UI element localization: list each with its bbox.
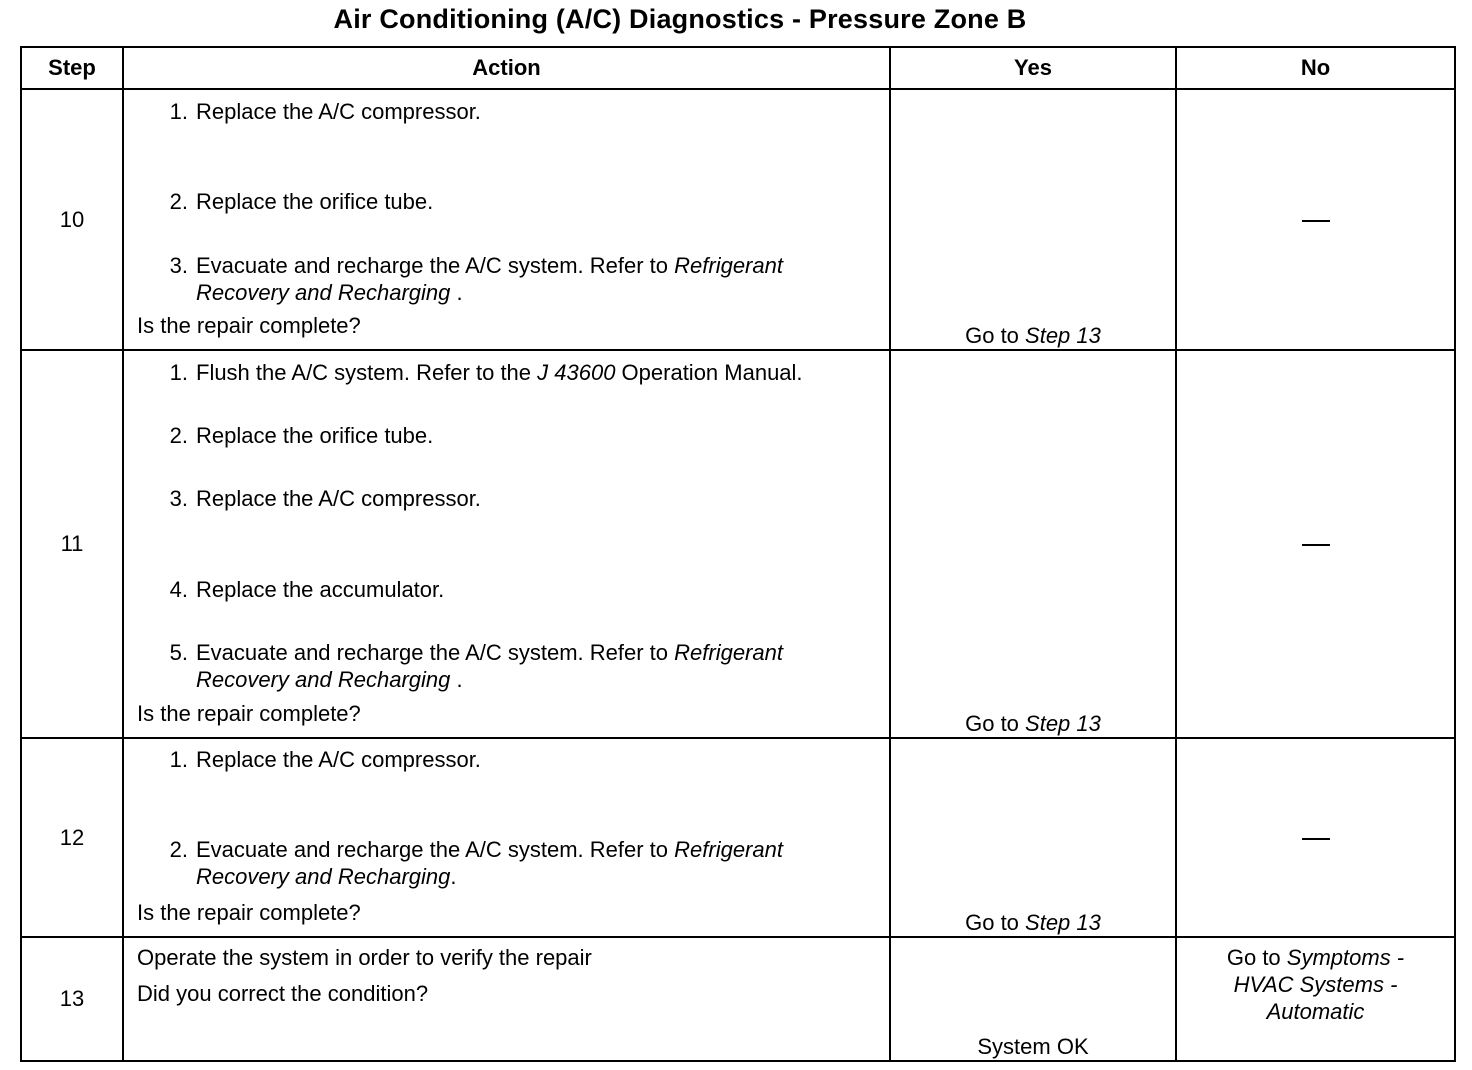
list-item: 2. Evacuate and recharge the A/C system. Refer to Refrigerant Recovery and Recharging. — [169, 837, 783, 889]
dash-mark — [1302, 220, 1330, 222]
list-item: 1. Replace the A/C compressor. — [169, 99, 481, 124]
page-title: Air Conditioning (A/C) Diagnostics - Pressure Zone B — [333, 4, 1027, 34]
question-text: Is the repair complete? — [137, 701, 361, 726]
list-item: 5. Evacuate and recharge the A/C system. Refer to Refrigerant Recovery and Recharging . — [169, 640, 783, 692]
yes-cell: Go to Step 13 — [890, 89, 1176, 350]
list-item: 3. Replace the A/C compressor. — [169, 486, 481, 511]
header-row — [21, 47, 1455, 89]
yes-cell: Go to Step 13 — [890, 738, 1176, 937]
table-row — [21, 350, 1455, 738]
action-cell — [123, 350, 890, 738]
step-number: 12 — [21, 738, 123, 937]
step-number: 10 — [21, 89, 123, 350]
list-item: 1. Flush the A/C system. Refer to the J 43600 Operation Manual. — [169, 360, 803, 385]
dash-mark — [1302, 838, 1330, 840]
step-link[interactable]: Step 13 — [1025, 323, 1101, 348]
yes-cell: Go to Step 13 — [890, 350, 1176, 738]
no-cell — [1176, 89, 1455, 350]
reference-link[interactable]: Refrigerant Recovery and Recharging — [196, 253, 783, 305]
step-link[interactable]: Step 13 — [1025, 711, 1101, 736]
diagnostic-table — [20, 46, 1456, 1062]
list-item: 1. Replace the A/C compressor. — [169, 747, 481, 772]
no-cell: Go to Symptoms - HVAC Systems - Automatic — [1176, 937, 1455, 1061]
yes-cell: System OK — [890, 937, 1176, 1061]
header-action: Action — [123, 47, 890, 89]
symptoms-link[interactable]: Symptoms - HVAC Systems - Automatic — [1233, 945, 1405, 1024]
list-item: 3. Evacuate and recharge the A/C system. Refer to Refrigerant Recovery and Recharging . — [169, 253, 783, 305]
question-text: Did you correct the condition? — [137, 981, 429, 1006]
step-number: 11 — [21, 350, 123, 738]
header-yes: Yes — [890, 47, 1176, 89]
list-item: 2. Replace the orifice tube. — [169, 423, 434, 448]
no-cell — [1176, 738, 1455, 937]
step-link[interactable]: Step 13 — [1025, 910, 1101, 935]
header-no: No — [1176, 47, 1455, 89]
table-row — [21, 738, 1455, 937]
action-cell — [123, 89, 890, 350]
step-number: 13 — [21, 937, 123, 1061]
instruction-text: Operate the system in order to verify the repair — [137, 945, 592, 970]
reference-link[interactable]: Refrigerant Recovery and Recharging — [196, 640, 783, 692]
list-item: 4. Replace the accumulator. — [169, 577, 445, 602]
no-cell — [1176, 350, 1455, 738]
list-item: 2. Replace the orifice tube. — [169, 189, 434, 214]
dash-mark — [1302, 544, 1330, 546]
table-row — [21, 89, 1455, 350]
action-cell — [123, 738, 890, 937]
question-text: Is the repair complete? — [137, 900, 361, 925]
question-text: Is the repair complete? — [137, 313, 361, 338]
table-row — [21, 937, 1455, 1061]
header-step: Step — [21, 47, 123, 89]
action-cell — [123, 937, 890, 1061]
tool-reference: J 43600 — [537, 360, 616, 385]
reference-link[interactable]: Refrigerant Recovery and Recharging — [196, 837, 783, 889]
